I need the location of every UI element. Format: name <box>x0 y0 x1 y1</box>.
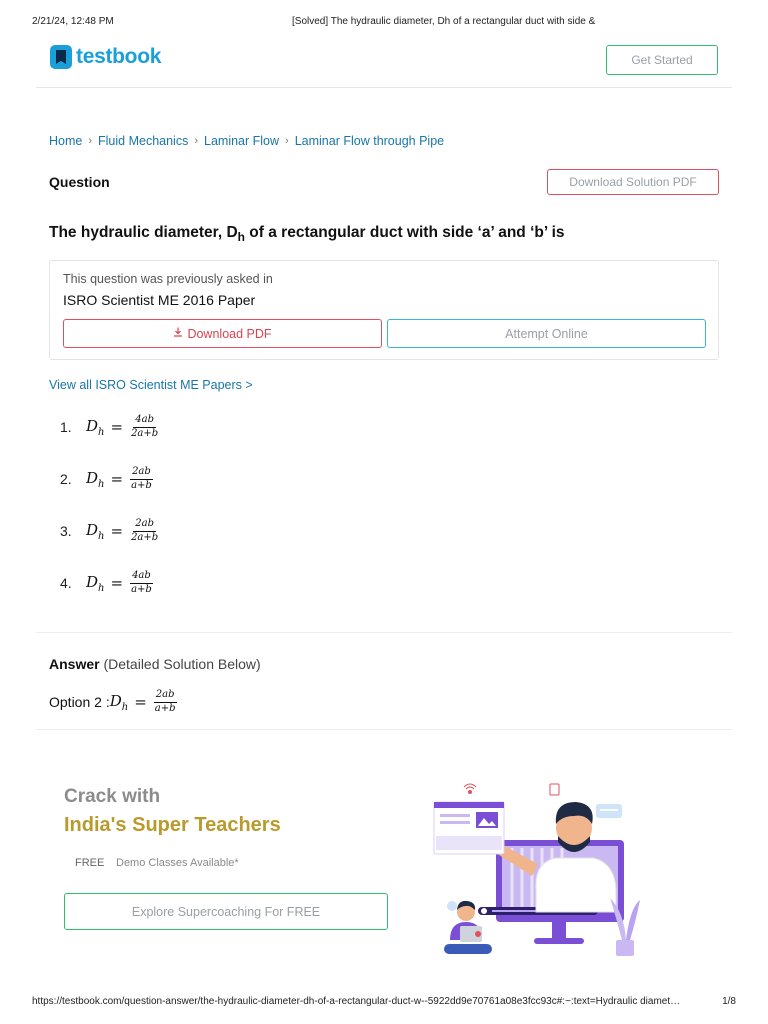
print-date: 2/21/24, 12:48 PM <box>32 16 114 27</box>
section-divider <box>36 729 732 730</box>
formula-equals: = <box>134 693 147 711</box>
formula-fraction <box>129 519 160 543</box>
signal-icon <box>464 784 476 794</box>
print-title: [Solved] The hydraulic diameter, Dh of a rectangular duct with side & <box>292 16 596 27</box>
question-title-part2: of a rectangular duct with side ‘a’ and ‘b’ is <box>245 224 565 241</box>
fraction-denominator: a+b <box>154 702 176 714</box>
answer-heading <box>49 656 261 672</box>
download-solution-pdf-button[interactable]: Download Solution PDF <box>547 169 719 195</box>
formula-lhs: $D_h$ <box>109 691 129 713</box>
answer-label: Answer <box>49 656 100 672</box>
fraction-numerator: 2ab <box>154 690 177 703</box>
fraction-numerator: 4ab <box>133 415 156 428</box>
fraction-numerator: 2ab <box>133 519 156 532</box>
formula-equals: = <box>110 574 124 592</box>
testbook-logo[interactable] <box>50 45 161 69</box>
formula-lhs: $D_h$ <box>86 416 105 438</box>
demo-classes-text: Demo Classes Available* <box>116 857 239 869</box>
section-divider <box>36 632 732 633</box>
option-number: 2. <box>60 471 72 487</box>
option-formula <box>86 571 154 595</box>
breadcrumb-laminar-flow[interactable]: Laminar Flow <box>204 134 280 148</box>
answer-detail-note: (Detailed Solution Below) <box>99 656 261 672</box>
formula-fraction <box>129 467 154 491</box>
answer-formula <box>110 690 178 714</box>
question-title <box>49 224 565 244</box>
breadcrumb <box>49 134 444 148</box>
teacher-illustration <box>426 780 646 970</box>
option-number: 4. <box>60 575 72 591</box>
formula-fraction <box>153 690 178 714</box>
breadcrumb-laminar-flow-through-pipe[interactable]: Laminar Flow through Pipe <box>294 134 445 148</box>
previously-asked-caption: This question was previously asked in <box>63 272 273 286</box>
formula-fraction <box>129 571 154 595</box>
question-title-part1: The hydraulic diameter, D <box>49 224 238 241</box>
chevron-right-icon: › <box>88 135 93 147</box>
top-bar <box>36 40 732 88</box>
promo-title-line2: India's Super Teachers <box>64 814 281 836</box>
formula-equals: = <box>110 418 124 436</box>
question-title-subscript: h <box>237 230 245 245</box>
get-started-button[interactable]: Get Started <box>606 45 718 75</box>
print-url: https://testbook.com/question-answer/the-hydraulic-diameter-dh-of-a-rectangular-duct-w--5922dd9e70761a08e3fcc93c#:~:text=Hydraulic diamet… <box>32 996 681 1007</box>
download-icon <box>173 327 183 340</box>
chevron-right-icon: › <box>194 135 199 147</box>
logo-text: testbook <box>76 45 162 68</box>
option-number: 1. <box>60 419 72 435</box>
previous-paper-name: ISRO Scientist ME 2016 Paper <box>63 292 256 308</box>
previously-asked-box <box>49 260 719 360</box>
option-number: 3. <box>60 523 72 539</box>
view-all-papers-link[interactable]: View all ISRO Scientist ME Papers > <box>49 378 253 392</box>
page-number: 1/8 <box>722 996 736 1007</box>
document-icon <box>550 784 559 795</box>
fraction-denominator: 2a+b <box>131 531 159 543</box>
testbook-logo-icon <box>50 45 72 69</box>
question-label: Question <box>49 174 110 190</box>
option-formula <box>86 519 160 543</box>
formula-fraction <box>129 415 160 439</box>
breadcrumb-fluid-mechanics[interactable]: Fluid Mechanics <box>98 134 189 148</box>
option-3[interactable] <box>60 516 160 546</box>
fraction-denominator: a+b <box>131 583 152 595</box>
fraction-numerator: 4ab <box>130 571 153 584</box>
option-formula <box>86 415 160 439</box>
attempt-online-button[interactable]: Attempt Online <box>387 319 706 348</box>
formula-equals: = <box>110 522 124 540</box>
option-4[interactable] <box>60 568 154 598</box>
breadcrumb-home[interactable]: Home <box>49 134 83 148</box>
download-pdf-button[interactable] <box>63 319 382 348</box>
option-formula <box>86 467 154 491</box>
formula-lhs: $D_h$ <box>86 520 105 542</box>
fraction-denominator: 2a+b <box>131 427 159 439</box>
fraction-numerator: 2ab <box>130 467 153 480</box>
formula-lhs: $D_h$ <box>86 572 105 594</box>
fraction-denominator: a+b <box>131 479 152 491</box>
explore-supercoaching-button[interactable]: Explore Supercoaching For FREE <box>64 893 388 930</box>
option-2[interactable] <box>60 464 154 494</box>
correct-answer <box>49 690 178 714</box>
promo-title-line1: Crack with <box>64 786 161 807</box>
download-pdf-label: Download PDF <box>187 326 272 341</box>
option-1[interactable] <box>60 412 160 442</box>
formula-equals: = <box>110 470 124 488</box>
chevron-right-icon: › <box>285 135 289 147</box>
formula-lhs: $D_h$ <box>86 468 105 490</box>
free-badge: FREE <box>75 857 105 869</box>
answer-option-text: Option 2 : <box>49 694 110 710</box>
